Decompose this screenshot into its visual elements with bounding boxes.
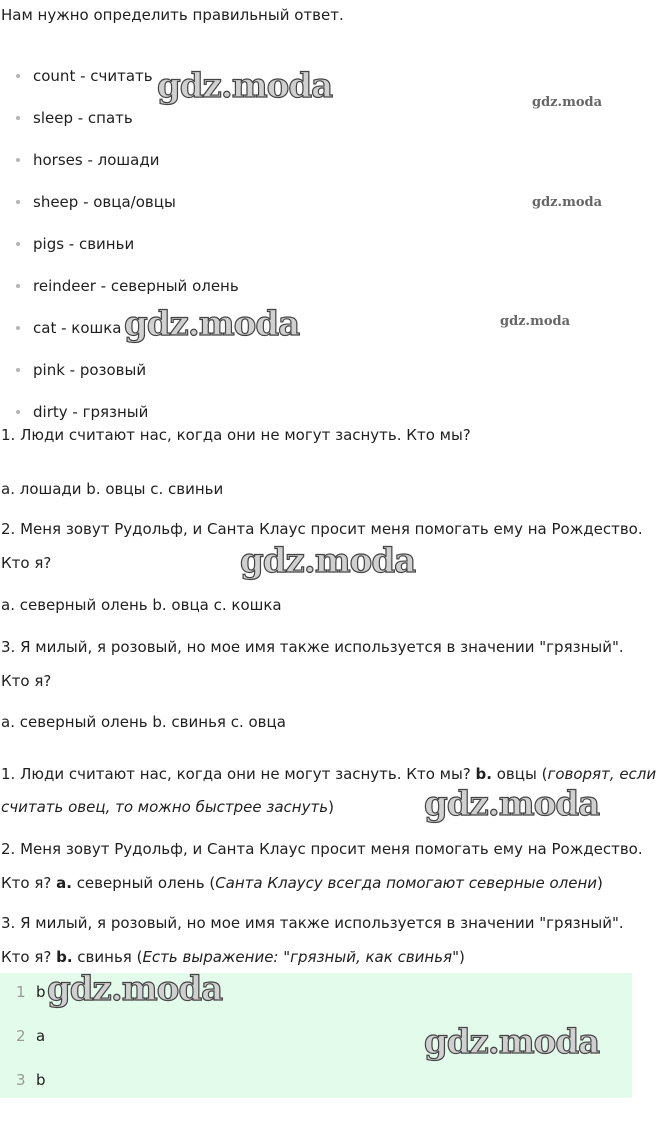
answer-row xyxy=(16,1071,46,1089)
answer-letter: b. xyxy=(475,765,492,783)
explanation-2: 2. Меня зовут Рудольф, и Санта Клаус просит меня помогать ему на Рождество. xyxy=(1,840,643,858)
explanation-1 xyxy=(1,765,656,783)
list-item: sheep - овца/овцы xyxy=(0,192,239,234)
vocabulary-list xyxy=(0,66,239,444)
watermark: gdz.moda xyxy=(424,1022,600,1062)
explanation-note: Санта Клаусу всегда помогают северные олени xyxy=(215,874,598,892)
explanation-note: Есть выражение: "грязный, как свинья" xyxy=(142,948,459,966)
answer-value: b xyxy=(36,1071,46,1089)
who-prefix: Кто я? xyxy=(1,874,57,892)
watermark: gdz.moda xyxy=(240,541,416,581)
list-item: dirty - грязный xyxy=(0,402,239,444)
explanation-3: 3. Я милый, я розовый, но мое имя также используется в значении "грязный". xyxy=(1,914,624,932)
answer-word: овцы ( xyxy=(491,765,548,783)
answer-word: свинья ( xyxy=(72,948,143,966)
answer-value: b xyxy=(36,983,46,1001)
watermark: gdz.moda xyxy=(500,314,571,329)
closing-paren: ) xyxy=(458,948,465,966)
watermark: gdz.moda xyxy=(532,95,603,110)
answer-number: 3 xyxy=(16,1071,26,1089)
who-prefix: Кто я? xyxy=(1,948,57,966)
question-1-text: 1. Люди считают нас, когда они не могут заснуть. Кто мы? xyxy=(1,426,471,444)
list-item: horses - лошади xyxy=(0,150,239,192)
question-1-options: a. лошади b. овцы c. свиньи xyxy=(1,480,224,498)
list-item: pink - розовый xyxy=(0,360,239,402)
answer-letter: b. xyxy=(56,948,73,966)
explanation-note: считать овец, то можно быстрее заснуть xyxy=(1,798,329,816)
intro-text: Нам нужно определить правильный ответ. xyxy=(1,6,344,24)
question-3-options: a. северный олень b. свинья c. овца xyxy=(1,713,286,731)
answer-value: a xyxy=(36,1027,46,1045)
watermark: gdz.moda xyxy=(424,784,600,824)
answer-number: 1 xyxy=(16,983,26,1001)
answer-row xyxy=(16,1027,45,1045)
list-item: sleep - спать xyxy=(0,108,239,150)
explanation-note: говорят, если xyxy=(547,765,656,783)
watermark: gdz.moda xyxy=(532,195,603,210)
list-item: reindeer - северный олень xyxy=(0,276,239,318)
question-2-options: a. северный олень b. овца c. кошка xyxy=(1,596,282,614)
list-item: cat - кошка xyxy=(0,318,239,360)
answer-number: 2 xyxy=(16,1027,26,1045)
question-3-who: Кто я? xyxy=(1,672,52,690)
explanation-3-cont xyxy=(1,948,465,966)
watermark: gdz.moda xyxy=(157,66,333,106)
explanation-1-text: 1. Люди считают нас, когда они не могут заснуть. Кто мы? xyxy=(1,765,476,783)
answer-row xyxy=(16,983,46,1001)
explanation-2-cont xyxy=(1,874,603,892)
closing-paren: ) xyxy=(597,874,603,892)
watermark: gdz.moda xyxy=(47,969,223,1009)
question-3-text: 3. Я милый, я розовый, но мое имя также используется в значении "грязный". xyxy=(1,638,624,656)
watermark: gdz.moda xyxy=(124,304,300,344)
explanation-1-cont xyxy=(1,798,334,816)
list-item: count - считать xyxy=(0,66,239,108)
question-2-text: 2. Меня зовут Рудольф, и Санта Клаус просит меня помогать ему на Рождество. xyxy=(1,520,643,538)
closing-paren: ) xyxy=(328,798,334,816)
cropped-question-line xyxy=(0,426,632,450)
answer-word: северный олень ( xyxy=(71,874,216,892)
list-item: pigs - свиньи xyxy=(0,234,239,276)
question-2-who: Кто я? xyxy=(1,554,52,572)
answer-letter: a. xyxy=(56,874,72,892)
